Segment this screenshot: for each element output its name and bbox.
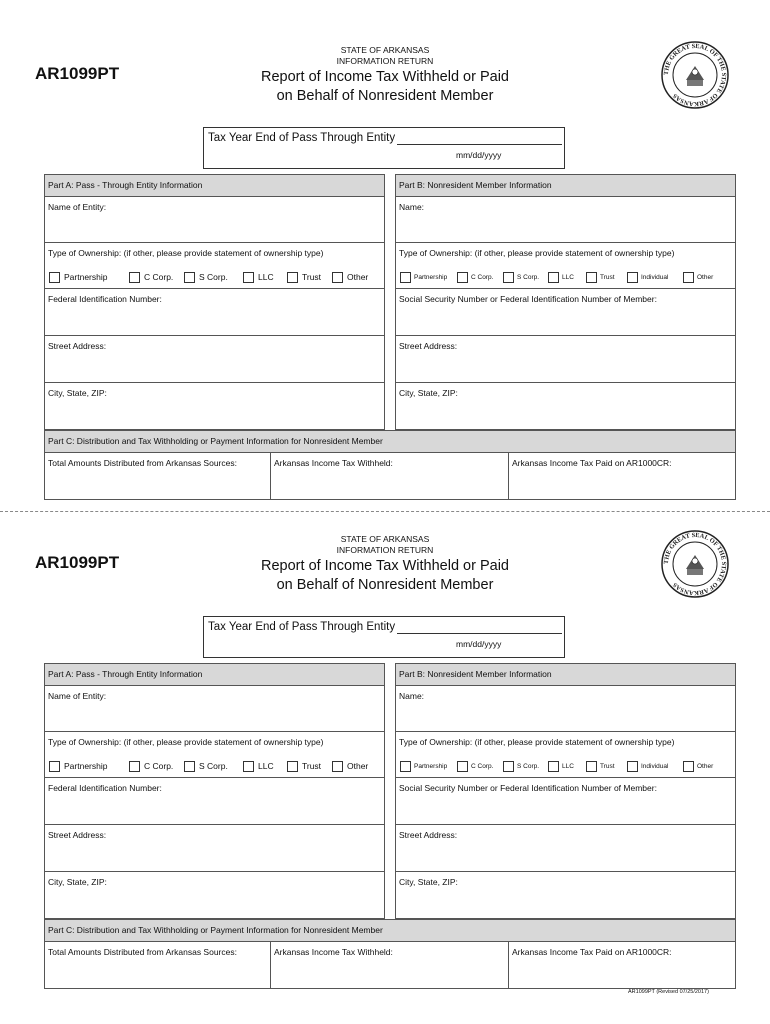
member-street-field[interactable] [395, 824, 736, 872]
part-a-header [44, 663, 385, 686]
entity-name-label: Name of Entity: [48, 202, 107, 212]
checkbox-c-corp[interactable] [129, 761, 140, 772]
state-header [300, 45, 470, 67]
state-name: STATE OF ARKANSAS [340, 45, 430, 55]
total-distributed-label: Total Amounts Distributed from Arkansas Sources: [48, 947, 237, 957]
cut-line [0, 511, 770, 512]
title-line-2: on Behalf of Nonresident Member [276, 88, 494, 104]
checkbox-c-corp[interactable] [457, 761, 468, 772]
member-city-field[interactable] [395, 871, 736, 919]
ssn-field[interactable] [395, 777, 736, 825]
tax-paid-label: Arkansas Income Tax Paid on AR1000CR: [512, 458, 672, 468]
checkbox-label: Trust [302, 761, 322, 771]
checkbox-trust[interactable] [287, 761, 298, 772]
checkbox-other[interactable] [683, 272, 694, 283]
form-title [230, 68, 540, 106]
fein-label: Federal Identification Number: [48, 783, 162, 793]
ownership-b-box [395, 731, 736, 778]
fein-field[interactable] [44, 777, 385, 825]
part-c-header-text: Part C: Distribution and Tax Withholding or Payment Information for Nonresident Member [48, 436, 383, 446]
checkbox-label: LLC [258, 272, 274, 282]
form-title [230, 557, 540, 595]
fein-field[interactable] [44, 288, 385, 336]
checkbox-partnership[interactable] [400, 761, 411, 772]
checkbox-label: Other [347, 272, 369, 282]
entity-city-field[interactable] [44, 871, 385, 919]
member-name-label: Name: [399, 691, 425, 701]
tax-paid-field[interactable] [508, 941, 736, 989]
ssn-label: Social Security Number or Federal Identification Number of Member: [399, 783, 657, 793]
checkbox-label: Partnership [64, 761, 108, 771]
entity-city-field[interactable] [44, 382, 385, 430]
info-return-label: INFORMATION RETURN [336, 56, 434, 66]
checkbox-s-corp[interactable] [503, 761, 514, 772]
ownership-a-box [44, 242, 385, 289]
ownership-b-label: Type of Ownership: (if other, please provide statement of ownership type) [399, 248, 675, 258]
checkbox-trust[interactable] [586, 272, 597, 283]
checkbox-label: C Corp. [144, 272, 174, 282]
checkbox-label: Partnership [414, 274, 448, 281]
state-seal-icon [660, 529, 730, 599]
street-label: Street Address: [399, 341, 458, 351]
checkbox-label: Other [697, 763, 714, 770]
tax-year-label: Tax Year End of Pass Through Entity [208, 132, 396, 144]
checkbox-label: LLC [258, 761, 274, 771]
form-code: AR1099PT [35, 553, 120, 572]
checkbox-label: S Corp. [199, 761, 228, 771]
checkbox-llc[interactable] [243, 761, 254, 772]
checkbox-label: Individual [641, 274, 669, 281]
city-label: City, State, ZIP: [399, 877, 458, 887]
checkbox-label: S Corp. [199, 272, 228, 282]
checkbox-partnership[interactable] [49, 272, 60, 283]
member-street-field[interactable] [395, 335, 736, 383]
tax-withheld-label: Arkansas Income Tax Withheld: [274, 458, 393, 468]
form-code: AR1099PT [35, 64, 120, 83]
total-distributed-field[interactable] [44, 941, 271, 989]
ownership-a-box [44, 731, 385, 778]
checkbox-c-corp[interactable] [457, 272, 468, 283]
info-return-label: INFORMATION RETURN [336, 545, 434, 555]
tax-year-label: Tax Year End of Pass Through Entity [208, 621, 396, 633]
checkbox-trust[interactable] [287, 272, 298, 283]
title-line-1: Report of Income Tax Withheld or Paid [261, 69, 509, 85]
city-label: City, State, ZIP: [48, 877, 107, 887]
city-label: City, State, ZIP: [399, 388, 458, 398]
checkbox-label: Other [697, 274, 714, 281]
checkbox-s-corp[interactable] [184, 272, 195, 283]
street-label: Street Address: [48, 341, 107, 351]
ssn-field[interactable] [395, 288, 736, 336]
entity-name-label: Name of Entity: [48, 691, 107, 701]
part-a-header-text: Part A: Pass - Through Entity Information [48, 180, 203, 190]
checkbox-partnership[interactable] [400, 272, 411, 283]
checkbox-trust[interactable] [586, 761, 597, 772]
member-name-field[interactable] [395, 685, 736, 732]
tax-year-box [203, 127, 565, 169]
member-name-field[interactable] [395, 196, 736, 243]
ownership-a-label: Type of Ownership: (if other, please provide statement of ownership type) [48, 248, 324, 258]
street-label: Street Address: [399, 830, 458, 840]
checkbox-individual[interactable] [627, 272, 638, 283]
member-name-label: Name: [399, 202, 425, 212]
checkbox-label: Partnership [64, 272, 108, 282]
ar1099pt-form [0, 0, 770, 500]
date-format-hint: mm/dd/yyyy [456, 150, 502, 160]
part-b-header-text: Part B: Nonresident Member Information [399, 180, 552, 190]
title-line-1: Report of Income Tax Withheld or Paid [261, 558, 509, 574]
title-line-2: on Behalf of Nonresident Member [276, 577, 494, 593]
entity-street-field[interactable] [44, 824, 385, 872]
tax-year-input[interactable] [397, 144, 562, 145]
checkbox-label: S Corp. [517, 274, 540, 281]
checkbox-label: Trust [600, 763, 615, 770]
checkbox-label: Other [347, 761, 369, 771]
checkbox-partnership[interactable] [49, 761, 60, 772]
city-label: City, State, ZIP: [48, 388, 107, 398]
tax-withheld-field[interactable] [270, 941, 509, 989]
checkbox-label: S Corp. [517, 763, 540, 770]
seal-text: THE GREAT SEAL OF THE STATE OF ARKANSAS [662, 531, 728, 597]
part-b-header [395, 174, 736, 197]
entity-name-field[interactable] [44, 685, 385, 732]
checkbox-llc[interactable] [243, 272, 254, 283]
checkbox-other[interactable] [332, 272, 343, 283]
entity-street-field[interactable] [44, 335, 385, 383]
street-label: Street Address: [48, 830, 107, 840]
entity-name-field[interactable] [44, 196, 385, 243]
checkbox-label: C Corp. [144, 761, 174, 771]
revision-note: AR1099PT (Revised 07/25/2017) [628, 989, 709, 995]
checkbox-individual[interactable] [627, 761, 638, 772]
seal-text: THE GREAT SEAL OF THE STATE OF ARKANSAS [662, 42, 728, 108]
checkbox-label: Trust [302, 272, 322, 282]
state-name: STATE OF ARKANSAS [340, 534, 430, 544]
checkbox-label: LLC [562, 274, 574, 281]
date-format-hint: mm/dd/yyyy [456, 639, 502, 649]
ownership-b-box [395, 242, 736, 289]
state-seal-icon [660, 40, 730, 110]
total-distributed-label: Total Amounts Distributed from Arkansas Sources: [48, 458, 237, 468]
checkbox-s-corp[interactable] [503, 272, 514, 283]
ownership-a-label: Type of Ownership: (if other, please provide statement of ownership type) [48, 737, 324, 747]
checkbox-llc[interactable] [548, 272, 559, 283]
checkbox-label: C Corp. [471, 763, 494, 770]
ssn-label: Social Security Number or Federal Identification Number of Member: [399, 294, 657, 304]
tax-year-input[interactable] [397, 633, 562, 634]
part-b-header-text: Part B: Nonresident Member Information [399, 669, 552, 679]
part-c-header-text: Part C: Distribution and Tax Withholding or Payment Information for Nonresident Member [48, 925, 383, 935]
checkbox-other[interactable] [332, 761, 343, 772]
checkbox-label: Trust [600, 274, 615, 281]
checkbox-label: LLC [562, 763, 574, 770]
checkbox-llc[interactable] [548, 761, 559, 772]
checkbox-c-corp[interactable] [129, 272, 140, 283]
state-header [300, 534, 470, 556]
checkbox-s-corp[interactable] [184, 761, 195, 772]
part-a-header-text: Part A: Pass - Through Entity Information [48, 669, 203, 679]
checkbox-label: Partnership [414, 763, 448, 770]
part-c-header [44, 430, 736, 453]
ar1099pt-form [0, 489, 770, 989]
tax-paid-label: Arkansas Income Tax Paid on AR1000CR: [512, 947, 672, 957]
checkbox-other[interactable] [683, 761, 694, 772]
part-c-header [44, 919, 736, 942]
checkbox-label: C Corp. [471, 274, 494, 281]
part-a-header [44, 174, 385, 197]
fein-label: Federal Identification Number: [48, 294, 162, 304]
ownership-b-label: Type of Ownership: (if other, please provide statement of ownership type) [399, 737, 675, 747]
checkbox-label: Individual [641, 763, 669, 770]
tax-year-box [203, 616, 565, 658]
member-city-field[interactable] [395, 382, 736, 430]
tax-withheld-label: Arkansas Income Tax Withheld: [274, 947, 393, 957]
part-b-header [395, 663, 736, 686]
